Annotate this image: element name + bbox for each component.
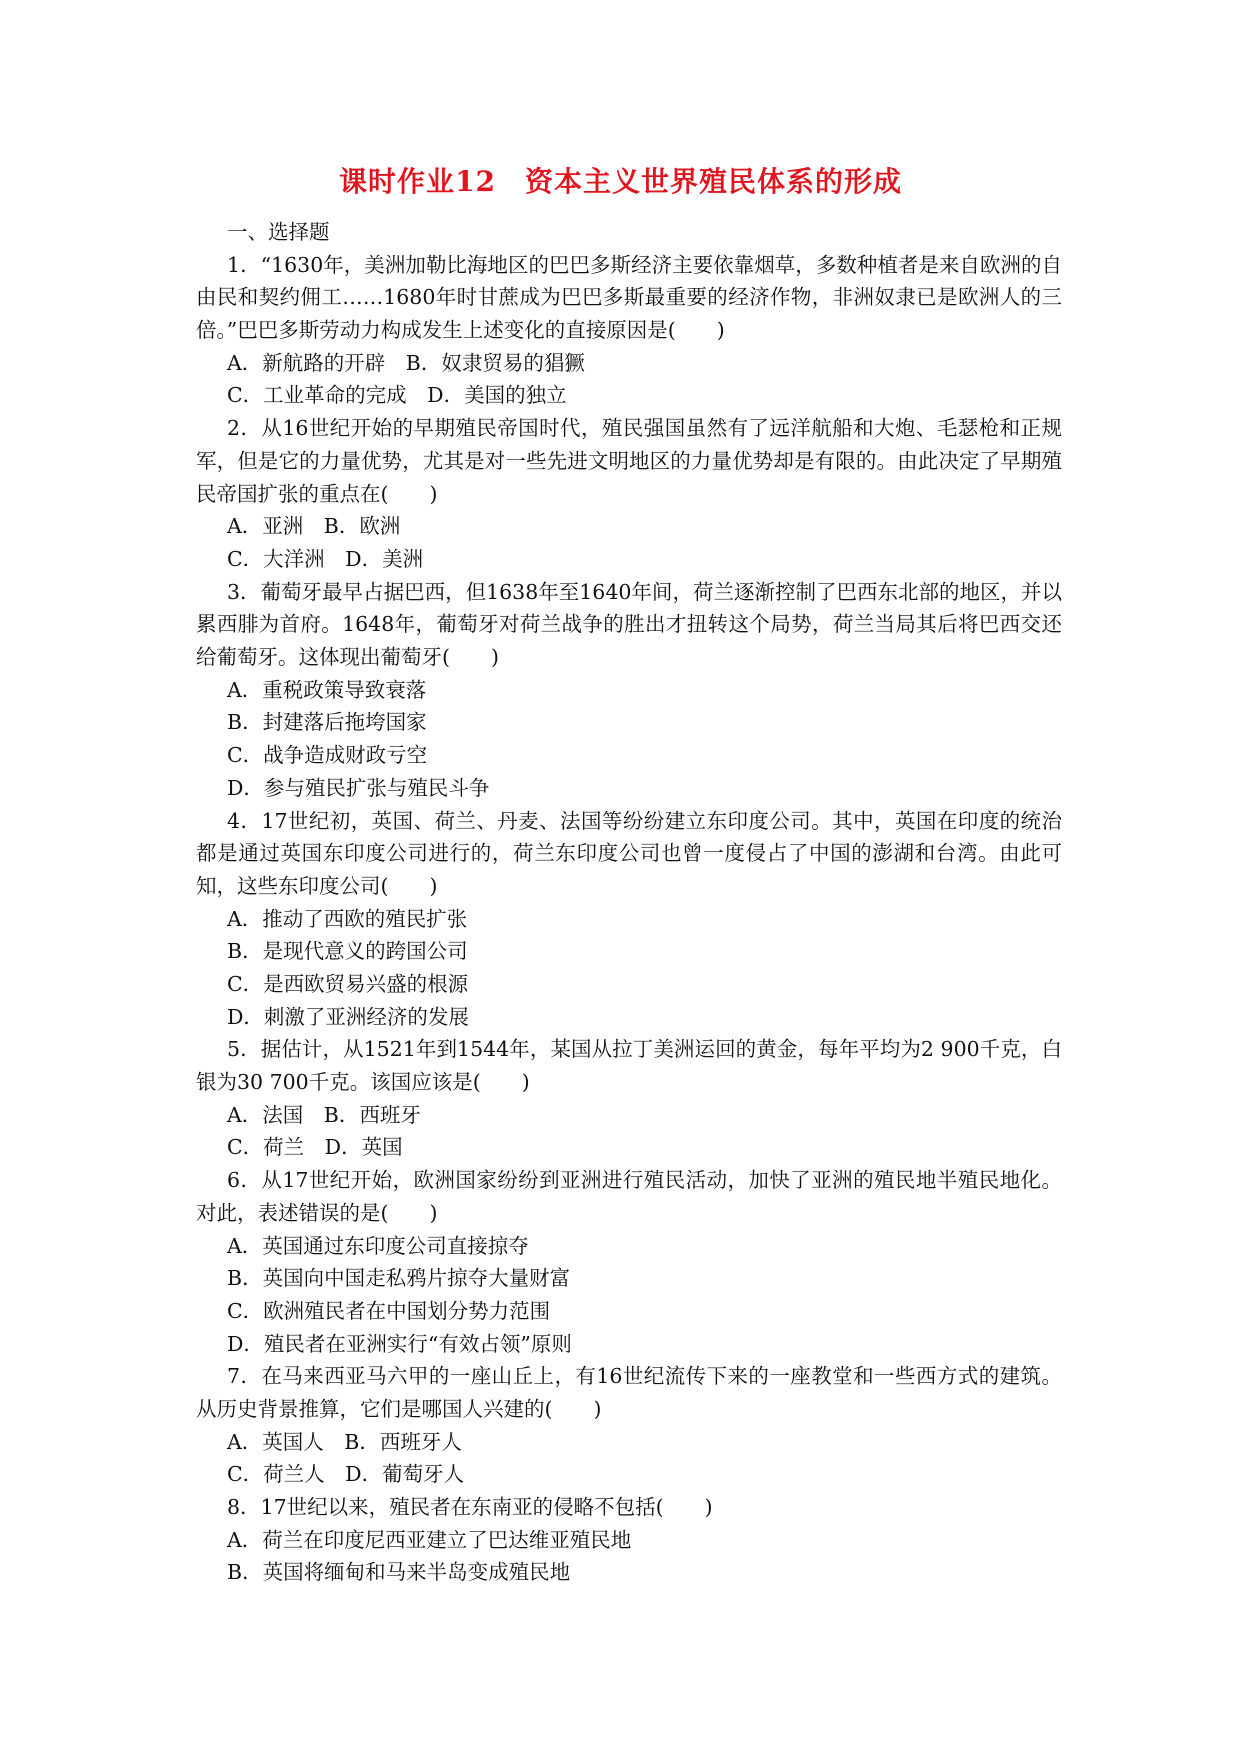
- question-5: [196, 1033, 1062, 1164]
- document-body: [196, 216, 1062, 1589]
- option-a: A．荷兰在印度尼西亚建立了巴达维亚殖民地: [227, 1527, 632, 1552]
- question-stem: 7．在马来西亚马六甲的一座山丘上，有16世纪流传下来的一座教堂和一些西方式的建筑。从历史背景推算，它们是哪国人兴建的( ): [196, 1364, 1062, 1422]
- question-stem: 4．17世纪初，英国、荷兰、丹麦、法国等纷纷建立东印度公司。其中，英国在印度的统治都是通过英国东印度公司进行的，荷兰东印度公司也曾一度侵占了中国的澎湖和台湾。由此可知，这些东印度公司( ): [196, 808, 1062, 898]
- option-a: A．推动了西欧的殖民扩张: [227, 906, 468, 931]
- option-row: A．英国人 B．西班牙人: [227, 1429, 462, 1454]
- option-row: A．亚洲 B．欧洲: [227, 514, 401, 539]
- option-row: C．大洋洲 D．美洲: [227, 546, 424, 571]
- option-c: C．战争造成财政亏空: [227, 743, 428, 768]
- question-7: [196, 1360, 1062, 1491]
- option-b: B．是现代意义的跨国公司: [227, 939, 468, 964]
- question-stem: 8．17世纪以来，殖民者在东南亚的侵略不包括( ): [227, 1495, 713, 1520]
- option-row: A．法国 B．西班牙: [227, 1102, 421, 1127]
- option-d: D．殖民者在亚洲实行“有效占领”原则: [227, 1331, 572, 1356]
- option-c: C．欧洲殖民者在中国划分势力范围: [227, 1298, 551, 1323]
- section-heading: 一、选择题: [227, 220, 330, 244]
- question-stem: 1．“1630年，美洲加勒比海地区的巴巴多斯经济主要依靠烟草，多数种植者是来自欧洲的自由民和契约佣工……1680年时甘蔗成为巴巴多斯最重要的经济作物，非洲奴隶已是欧洲人的三倍。”巴巴多斯劳动力构成发生上述变化的直接原因是( ): [196, 252, 1062, 343]
- option-row: C．工业革命的完成 D．美国的独立: [227, 383, 567, 408]
- question-stem: 6．从17世纪开始，欧洲国家纷纷到亚洲进行殖民活动，加快了亚洲的殖民地半殖民地化。对此，表述错误的是( ): [196, 1168, 1062, 1225]
- option-a: A．重税政策导致衰落: [227, 677, 427, 702]
- option-row: A．新航路的开辟 B．奴隶贸易的猖獗: [227, 350, 585, 375]
- question-1: [196, 249, 1062, 412]
- option-b: B．封建落后拖垮国家: [227, 710, 427, 735]
- question-4: [196, 805, 1062, 1034]
- question-stem: 3．葡萄牙最早占据巴西，但1638年至1640年间，荷兰逐渐控制了巴西东北部的地区，并以累西腓为首府。1648年，葡萄牙对荷兰战争的胜出才扭转这个局势，荷兰当局其后将巴西交还给葡萄牙。这体现出葡萄牙( ): [196, 579, 1062, 670]
- option-a: A．英国通过东印度公司直接掠夺: [227, 1233, 529, 1258]
- option-b: B．英国向中国走私鸦片掠夺大量财富: [227, 1266, 571, 1291]
- question-stem: 5．据估计，从1521年到1544年，某国从拉丁美洲运回的黄金，每年平均为2 900千克，白银为30 700千克。该国应该是( ): [196, 1037, 1062, 1095]
- document-title: 课时作业12 资本主义世界殖民体系的形成: [339, 165, 902, 198]
- question-stem: 2．从16世纪开始的早期殖民帝国时代，殖民强国虽然有了远洋航船和大炮、毛瑟枪和正规军，但是它的力量优势，尤其是对一些先进文明地区的力量优势却是有限的。由此决定了早期殖民帝国扩张的重点在( ): [196, 416, 1062, 506]
- question-8: [196, 1491, 1062, 1589]
- option-c: C．是西欧贸易兴盛的根源: [227, 972, 469, 996]
- option-b: B．英国将缅甸和马来半岛变成殖民地: [227, 1560, 571, 1585]
- question-3: [196, 576, 1062, 805]
- question-2: [196, 412, 1062, 575]
- option-d: D．参与殖民扩张与殖民斗争: [227, 775, 490, 800]
- question-6: [196, 1164, 1062, 1360]
- option-row: C．荷兰人 D．葡萄牙人: [227, 1462, 465, 1487]
- option-row: C．荷兰 D．英国: [227, 1135, 403, 1160]
- option-d: D．刺激了亚洲经济的发展: [227, 1004, 469, 1029]
